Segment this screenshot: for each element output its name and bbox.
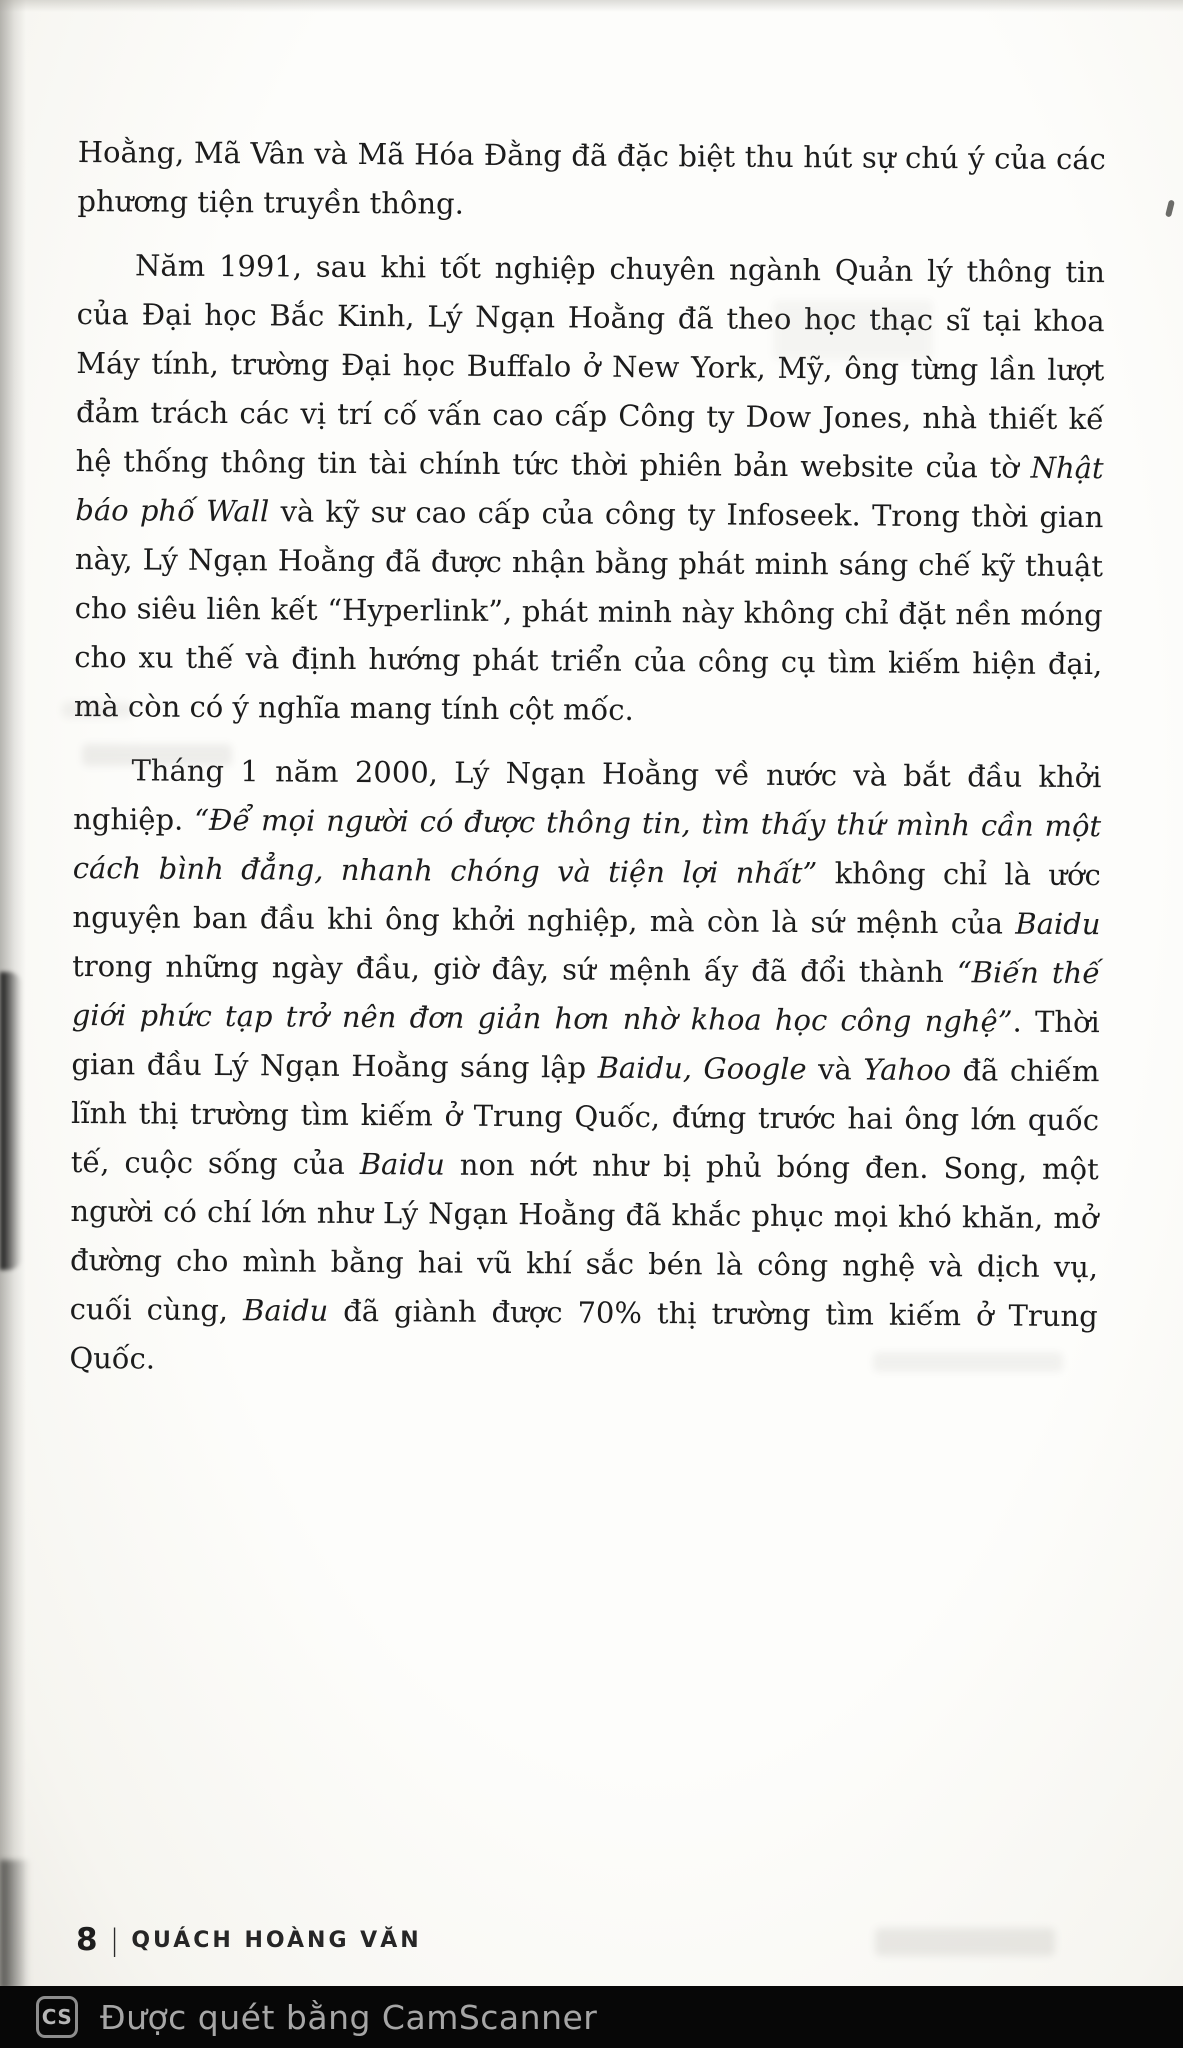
camscanner-logo-icon [36,1996,78,2038]
page-number: 8 [76,1922,98,1958]
italic-text-segment: Baidu [242,1293,329,1328]
paragraph [77,128,1106,233]
italic-text-segment: “Để mọi người có được thông tin, tìm thấy thứ mình cần một cách bình đẳng, nhanh chóng và tiện lợi nhất” [72,802,1102,891]
camscanner-logo-letters: CS [41,2005,73,2029]
italic-text-segment: Yahoo [863,1052,952,1088]
camscanner-watermark-text: Được quét bằng CamScanner [100,1997,598,2037]
italic-text-segment: Baidu, Google [597,1050,807,1087]
camscanner-watermark-bar [0,1986,1183,2048]
paragraph [69,746,1101,1390]
paragraph [74,241,1105,738]
page-text [69,128,1106,1405]
text-segment: và [806,1052,864,1087]
italic-text-segment: Baidu [1015,906,1101,942]
text-segment: Tháng 1 năm 2000, Lý Ngạn Hoằng về nước và bắt đầu khởi nghiệp. [73,753,1102,837]
text-segment: non nớt như bị phủ bóng đen. Song, một người có chí lớn như Lý Ngạn Hoằng đã khắc phục mọi khó khăn, mở đường cho mình bằng hai vũ khí sắc bén là công nghệ và dịch vụ, cuối cùng, [69,1147,1099,1328]
text-segment: không chỉ là ước nguyện ban đầu khi ông khởi nghiệp, mà còn là sứ mệnh của [72,856,1101,941]
italic-text-segment: Nhật báo phố Wall [75,450,1104,529]
page-footer [76,1922,422,1958]
text-segment: đã chiếm lĩnh thị trường tìm kiếm ở Trung Quốc, đứng trước hai ông lớn quốc tế, cuộc sống của [70,1053,1100,1181]
text-segment: đã giành được 70% thị trường tìm kiếm ở Trung Quốc. [69,1293,1098,1376]
italic-text-segment: Baidu [359,1146,446,1182]
text-segment: trong những ngày đầu, giờ đây, sứ mệnh ấy đã đổi thành [72,948,958,990]
text-segment: Hoằng, Mã Vân và Mã Hóa Đằng đã đặc biệt thu hút sự chú ý của các phương tiện truyền thông. [77,134,1106,221]
italic-text-segment: “Biến thế giới phức tạp trở nên đơn giản hơn nhờ khoa học công nghệ” [71,955,1101,1039]
text-segment: và kỹ sư cao cấp của công ty Infoseek. Trong thời gian này, Lý Ngạn Hoằng đã được nhận bằng phát minh sáng chế kỹ thuật cho siêu liên kết “Hyperlink”, phát minh này không chỉ đặt nền móng cho xu thế và định hướng phát triển của công cụ tìm kiếm hiện đại, mà còn có ý nghĩa mang tính cột mốc. [73,494,1104,727]
footer-separator: | [109,1923,120,1957]
footer-author: QUÁCH HOÀNG VĂN [131,1927,422,1953]
text-segment: . Thời gian đầu Lý Ngạn Hoằng sáng lập [71,1004,1100,1085]
text-segment: Năm 1991, sau khi tốt nghiệp chuyên ngành Quản lý thông tin của Đại học Bắc Kinh, Lý Ngạn Hoằng đã theo học thạc sĩ tại khoa Máy tính, trường Đại học Buffalo ở New York, Mỹ, ông từng lần lượt đảm trách các vị trí cố vấn cao cấp Công ty Dow Jones, nhà thiết kế hệ thống thông tin tài chính tức thời phiên bản website của tờ [75,248,1106,485]
